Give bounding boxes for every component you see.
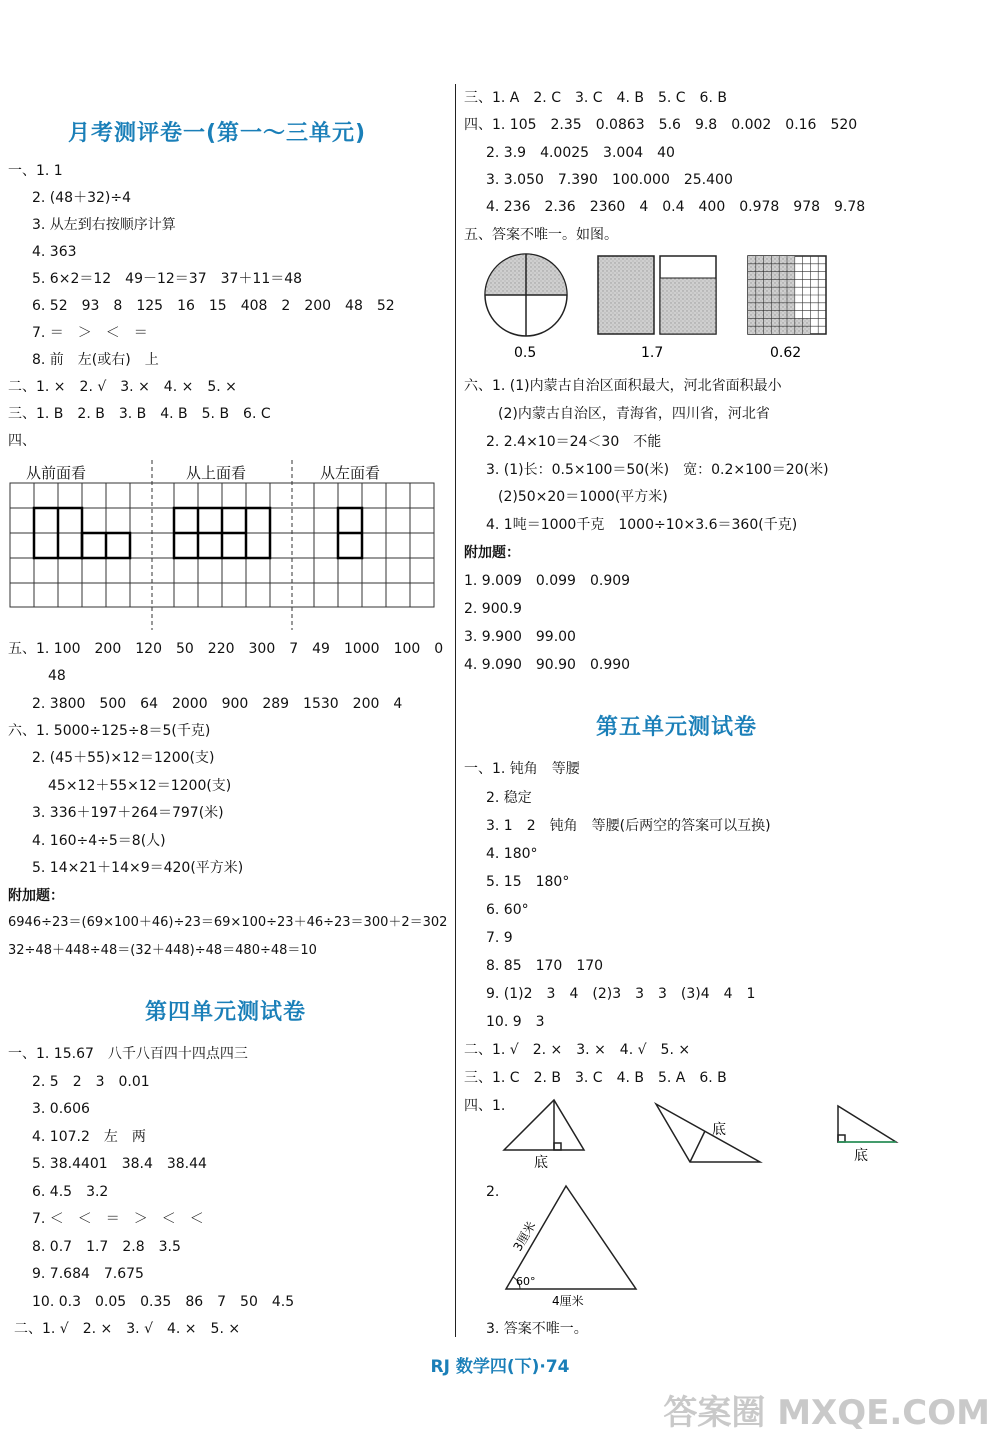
- answer-line: 二、1. × 2. √ 3. × 4. × 5. ×: [8, 379, 237, 395]
- answer-line: 6. 52 93 8 125 16 15 408 2 200 48 52: [32, 298, 395, 314]
- triangle-3: [838, 1106, 896, 1142]
- answer-line: 3. 从左到右按顺序计算: [32, 217, 176, 233]
- page-footer: RJ 数学四(下)·74: [430, 1357, 570, 1377]
- fig-label-circle: 0.5: [514, 345, 537, 361]
- answer-line: 六、1. (1)内蒙古自治区面积最大，河北省面积最小: [464, 378, 782, 394]
- answer-line: 3. 336＋197＋264＝797(米): [32, 805, 224, 821]
- hundred-grid-figure: [748, 256, 826, 334]
- bonus-heading: 附加题：: [8, 888, 64, 904]
- answer-line: 5. 14×21＋14×9＝420(平方米): [32, 860, 244, 876]
- base-label: 底: [854, 1148, 868, 1164]
- answer-line: 6. 60°: [486, 902, 529, 918]
- answer-line: 3. 9.900 99.00: [464, 629, 576, 645]
- base-label: 底: [534, 1155, 548, 1171]
- base-length-label: 4厘米: [552, 1294, 584, 1308]
- angle-label: 60°: [516, 1275, 536, 1288]
- base-label: 底: [712, 1122, 726, 1138]
- answer-line: 2. 3.9 4.0025 3.004 40: [486, 145, 675, 161]
- view-label-left: 从左面看: [320, 464, 381, 482]
- answer-line: 32÷48＋448÷48＝(32＋448)÷48＝480÷48＝10: [8, 943, 317, 958]
- answer-line: 一、1. 15.67 八千八百四十四点四三: [8, 1046, 248, 1062]
- answer-line: 2. (45＋55)×12＝1200(支): [32, 750, 215, 766]
- answer-line: 2.: [486, 1184, 500, 1200]
- answer-line: 10. 0.3 0.05 0.35 86 7 50 4.5: [32, 1294, 295, 1310]
- section-title-unit5: 第五单元测试卷: [596, 715, 758, 740]
- view-label-front: 从前面看: [26, 464, 87, 482]
- side-length-label: 3厘米: [510, 1219, 539, 1254]
- answer-line: 9. (1)2 3 4 (2)3 3 3 (3)4 4 1: [486, 986, 756, 1002]
- rectangles-figure: [598, 256, 716, 334]
- answer-line: 三、1. B 2. B 3. B 4. B 5. B 6. C: [8, 406, 271, 422]
- answer-line: 2. 稳定: [486, 790, 532, 806]
- equilateral-triangle-figure: [498, 1180, 698, 1315]
- answer-line: 45×12＋55×12＝1200(支): [48, 778, 232, 794]
- answer-line: 8. 85 170 170: [486, 958, 604, 974]
- answer-line: (2)50×20＝1000(平方米): [498, 489, 668, 505]
- answer-line: 一、1. 钝角 等腰: [464, 761, 580, 777]
- answer-line: 2. (48＋32)÷4: [32, 190, 131, 206]
- answer-line: 3. 答案不唯一。: [486, 1321, 588, 1337]
- answer-line: 7. 9: [486, 930, 513, 946]
- answer-line: 9. 7.684 7.675: [32, 1266, 144, 1282]
- triangle-2: [656, 1104, 760, 1162]
- decimal-shading-figures: [478, 250, 858, 365]
- answer-line: 五、答案不唯一。如图。: [464, 227, 618, 243]
- answer-line: 四、1.: [464, 1098, 506, 1114]
- answer-line: 3. (1)长：0.5×100＝50(米) 宽：0.2×100＝20(米): [486, 462, 829, 478]
- answer-line: 8. 0.7 1.7 2.8 3.5: [32, 1239, 181, 1255]
- answer-line: 3. 1 2 钝角 等腰(后两空的答案可以互换): [486, 818, 771, 834]
- three-views-grid-figure: [0, 458, 452, 633]
- answer-line: 3. 0.606: [32, 1101, 90, 1117]
- watermark-logo: 答案圈 MXQE.COM: [663, 1393, 990, 1433]
- answer-line: 四、1. 105 2.35 0.0863 5.6 9.8 0.002 0.16 520: [464, 117, 858, 133]
- answer-line: 2. 900.9: [464, 601, 522, 617]
- bonus-heading: 附加题：: [464, 545, 520, 561]
- section-title-unit4: 第四单元测试卷: [145, 1000, 307, 1025]
- answer-line: 4. 1吨＝1000千克 1000÷10×3.6＝360(千克): [486, 517, 798, 533]
- answer-line: 4. 9.090 90.90 0.990: [464, 657, 631, 673]
- answer-line: 二、1. √ 2. × 3. × 4. √ 5. ×: [464, 1042, 691, 1058]
- column-divider: [455, 84, 456, 1337]
- answer-line: 7. ＝ ＞ ＜ ＝: [32, 325, 148, 341]
- answer-line: 2. 5 2 3 0.01: [32, 1074, 150, 1090]
- answer-line: 4. 107.2 左 两: [32, 1129, 146, 1145]
- answer-line: 3. 3.050 7.390 100.000 25.400: [486, 172, 733, 188]
- answer-line: 2. 2.4×10＝24＜30 不能: [486, 434, 662, 450]
- answer-line: 4. 160÷4÷5＝8(人): [32, 833, 166, 849]
- answer-line: 48: [48, 668, 66, 684]
- answer-line: 六、1. 5000÷125÷8＝5(千克): [8, 723, 211, 739]
- triangle-heights-figure: [498, 1094, 958, 1174]
- triangle-1: [504, 1100, 584, 1150]
- answer-line: 1. 9.009 0.099 0.909: [464, 573, 631, 589]
- answer-line: 一、1. 1: [8, 163, 63, 179]
- answer-line: 四、: [8, 433, 36, 449]
- answer-line: 8. 前 左(或右) 上: [32, 352, 159, 368]
- answer-line: 4. 363: [32, 244, 77, 260]
- answer-line: 10. 9 3: [486, 1014, 545, 1030]
- fig-label-rectangles: 1.7: [641, 345, 664, 361]
- answer-line: 6. 4.5 3.2: [32, 1184, 109, 1200]
- answer-line: 2. 3800 500 64 2000 900 289 1530 200 4: [32, 696, 403, 712]
- answer-line: (2)内蒙古自治区，青海省，四川省，河北省: [498, 406, 770, 422]
- answer-line: 5. 38.4401 38.4 38.44: [32, 1156, 207, 1172]
- answer-line: 三、1. A 2. C 3. C 4. B 5. C 6. B: [464, 90, 727, 106]
- answer-line: 7. ＜ ＜ ＝ ＞ ＜ ＜: [32, 1211, 204, 1227]
- answer-line: 5. 6×2＝12 49－12＝37 37＋11＝48: [32, 271, 303, 287]
- circle-figure: [485, 254, 567, 336]
- section-title-monthly-test: 月考测评卷一(第一～三单元): [68, 121, 367, 146]
- answer-line: 三、1. C 2. B 3. C 4. B 5. A 6. B: [464, 1070, 727, 1086]
- answer-line: 5. 15 180°: [486, 874, 570, 890]
- answer-line: 二、1. √ 2. × 3. √ 4. × 5. ×: [14, 1321, 241, 1337]
- answer-line: 五、1. 100 200 120 50 220 300 7 49 1000 100 0: [8, 641, 444, 657]
- answer-line: 4. 180°: [486, 846, 538, 862]
- view-label-top: 从上面看: [186, 464, 247, 482]
- fig-label-grid: 0.62: [770, 345, 802, 361]
- answer-line: 6946÷23＝(69×100＋46)÷23＝69×100÷23＋46÷23＝300＋2＝302: [8, 915, 448, 930]
- answer-line: 4. 236 2.36 2360 4 0.4 400 0.978 978 9.78: [486, 199, 866, 215]
